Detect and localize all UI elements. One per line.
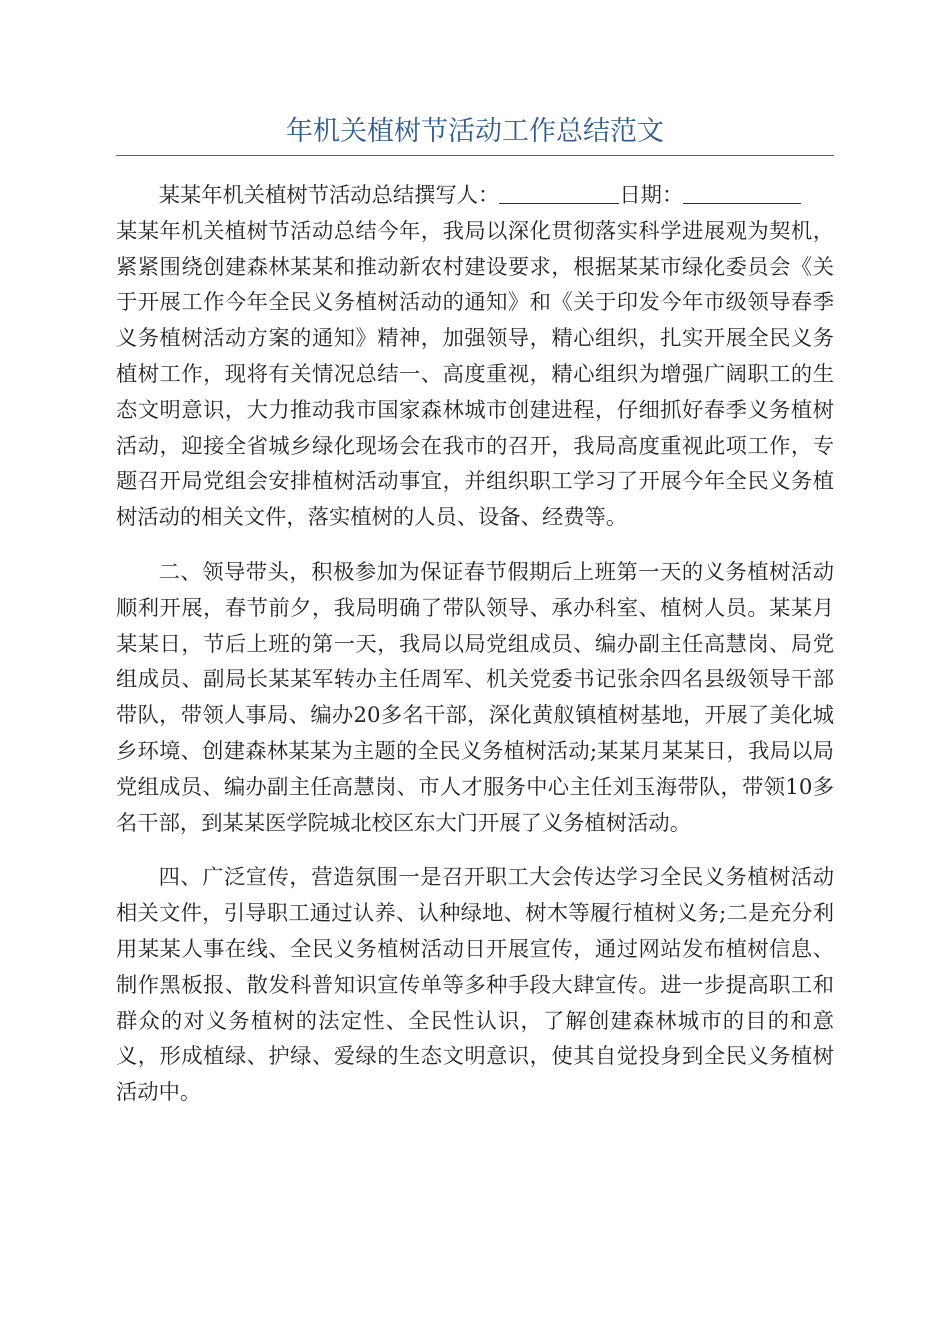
paragraph-publicity: 四、广泛宣传，营造氛围一是召开职工大会传达学习全民义务植树活动相关文件，引导职工通过认养、认种绿地、树木等履行植树义务;二是充分利用某某人事在线、全民义务植树活动日开展宣传，通过网站发布植树信息、制作黑板报、散发科普知识宣传单等多种手段大肆宣传。进一步提高职工和群众的对义务植树的法定性、全民性认识，了解创建森林城市的目的和意义，形成植绿、护绿、爱绿的生态文明意识，使其自觉投身到全民义务植树活动中。 [116,865,834,1106]
date-label: 日期： [619,183,684,208]
title-underline [116,155,834,156]
paragraph-intro [116,178,834,536]
paragraph-leadership: 二、领导带头，积极参加为保证春节假期后上班第一天的义务植树活动顺利开展，春节前夕，我局明确了带队领导、承办科室、植树人员。某某月某某日，节后上班的第一天，我局以局党组成员、编办副主任高慧岗、局党组成员、副局长某某军转办主任周军、机关党委书记张余四名县级领导干部带队，带领人事局、编办20多名干部，深化黄舣镇植树基地，开展了美化城乡环境、创建森林某某为主题的全民义务植树活动;某某月某某日，我局以局党组成员、编办副主任高慧岗、市人才服务中心主任刘玉海带队，带领10多名干部，到某某医学院城北校区东大门开展了义务植树活动。 [116,559,834,836]
date-blank [683,183,801,204]
author-blank [499,183,619,204]
paragraph-intro-text: 某某年机关植树节活动总结今年，我局以深化贯彻落实科学进展观为契机，紧紧围绕创建森林某某和推动新农村建设要求，根据某某市绿化委员会《关于开展工作今年全民义务植树活动的通知》和《关于印发今年市级领导春季义务植树活动方案的通知》精神，加强领导，精心组织，扎实开展全民义务植树工作，现将有关情况总结一、高度重视，精心组织为增强广阔职工的生态文明意识，大力推动我市国家森林城市创建进程，仔细抓好春季义务植树活动，迎接全省城乡绿化现场会在我市的召开，我局高度重视此项工作，专题召开局党组会安排植树活动事宜，并组织职工学习了开展今年全民义务植树活动的相关文件，落实植树的人员、设备、经费等。 [116,218,834,531]
author-date-line [116,178,834,214]
document-body [116,178,834,1130]
document-title: 年机关植树节活动工作总结范文 [286,116,664,147]
author-label: 某某年机关植树节活动总结撰写人： [158,183,500,208]
